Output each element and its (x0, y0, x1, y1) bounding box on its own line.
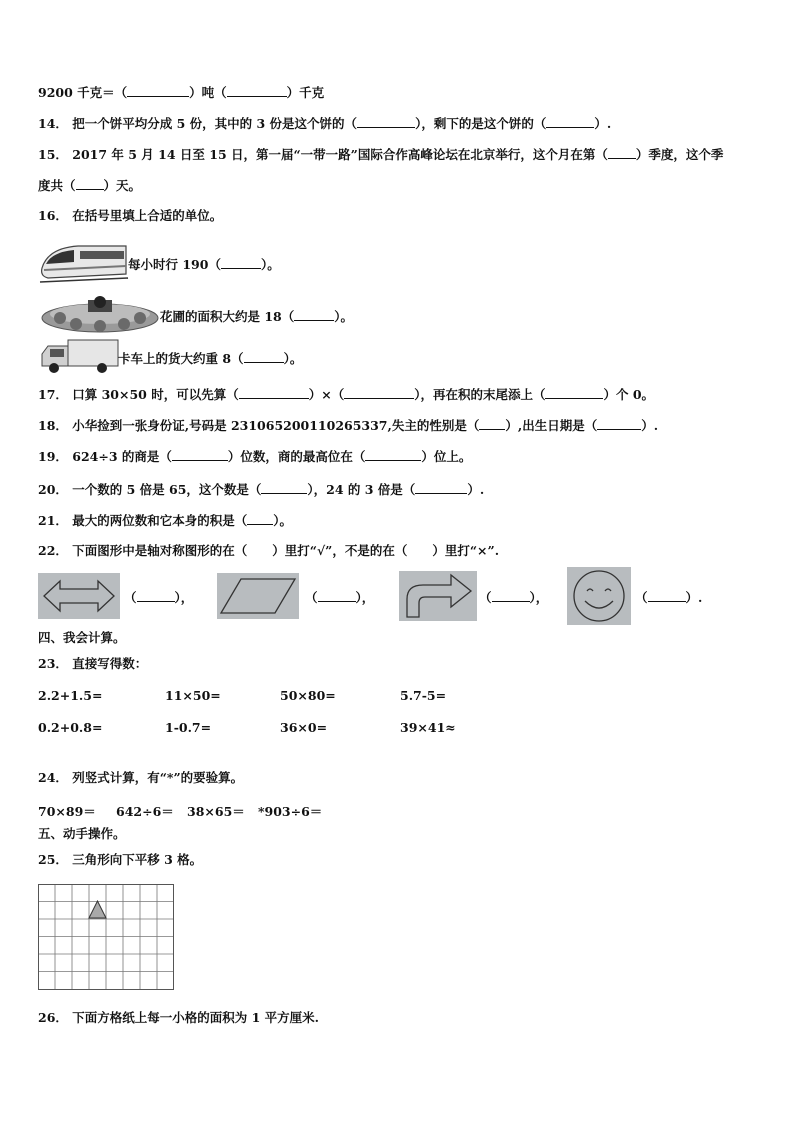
q15-blank-2[interactable] (76, 177, 104, 190)
q24-c2: 642÷6＝ (116, 804, 174, 819)
q23-r1-c2: 11×50= (165, 688, 221, 703)
q26-text: 26． 下面方格纸上每一小格的面积为 1 平方厘米. (38, 1010, 320, 1025)
q24-c1: 70×89＝ (38, 804, 96, 819)
q16c-text: 卡车上的货大约重 8（ (118, 351, 244, 366)
q15-text-c: 度共（ (38, 178, 76, 193)
q23-r1-c3: 50×80= (280, 688, 336, 703)
q18-line (38, 417, 658, 434)
q23-r1-c4: 5.7-5= (400, 688, 447, 703)
q17-blank-3[interactable] (545, 386, 603, 399)
section-5-title (38, 826, 126, 842)
q23-r1-c1: 2.2+1.5= (38, 688, 103, 703)
q13-text-b: ）吨（ (189, 85, 227, 100)
q16b-line (160, 308, 353, 325)
q22-paren-close-1: ）， (174, 590, 194, 605)
q14-blank-1[interactable] (357, 115, 415, 128)
q15-line-2 (38, 177, 141, 194)
q24-c4: *903÷6＝ (258, 804, 323, 819)
q19-blank-1[interactable] (172, 448, 228, 461)
q24-line (38, 770, 243, 786)
triangle-shape (89, 901, 106, 918)
q21-text-a: 21． 最大的两位数和它本身的积是（ (38, 513, 248, 528)
q15-line-1 (38, 146, 723, 163)
parallelogram-figure (217, 573, 299, 619)
q14-blank-2[interactable] (546, 115, 594, 128)
q23-r2-c2: 1-0.7= (165, 720, 212, 735)
translation-grid (38, 884, 174, 990)
q15-text-d: ）天。 (103, 178, 142, 193)
q22-paren-open-4: （ (635, 590, 648, 605)
q17-line (38, 386, 654, 403)
q20-text-a: 20． 一个数的 5 倍是 65，这个数是（ (38, 482, 262, 497)
q22-blank-4[interactable] (648, 589, 686, 602)
q22-answer-4 (635, 589, 702, 606)
q18-text-b: ）,出生日期是（ (505, 418, 598, 433)
q23-r2-c3: 36×0= (280, 720, 328, 735)
q24-c3: 38×65＝ (187, 804, 245, 819)
q19-line (38, 448, 471, 465)
q16c-blank[interactable] (244, 350, 284, 363)
q16-text: 16． 在括号里填上合适的单位。 (38, 208, 223, 223)
q22-answer-3 (479, 589, 548, 606)
q19-text-c: ）位上。 (421, 449, 472, 464)
q24-text: 24． 列竖式计算，有“*”的要验算。 (38, 770, 244, 785)
q23-r2-c4: 39×41≈ (400, 720, 456, 735)
q22-paren-close-4: ）. (685, 590, 703, 605)
q26-line (38, 1010, 319, 1026)
q18-blank-2[interactable] (597, 417, 641, 430)
section-5-text: 五、动手操作。 (38, 826, 126, 841)
q16c-line (118, 350, 302, 367)
q25-line (38, 852, 202, 868)
q13-line (38, 84, 324, 101)
q23-line (38, 656, 147, 672)
q19-text-a: 19． 624÷3 的商是（ (38, 449, 172, 464)
q23-r2-c1: 0.2+0.8= (38, 720, 103, 735)
flower-bed-image (40, 294, 160, 334)
q18-text-c: ）. (641, 418, 659, 433)
q16a-text: 每小时行 190（ (128, 257, 221, 272)
q16b-text: 花圃的面积大约是 18（ (160, 309, 295, 324)
double-arrow-figure (38, 573, 120, 619)
q22-paren-open-2: （ (305, 590, 318, 605)
q17-text-d: ）个 0。 (603, 387, 655, 402)
q13-blank-1[interactable] (127, 84, 189, 97)
q22-blank-2[interactable] (318, 589, 356, 602)
q20-blank-1[interactable] (261, 481, 307, 494)
q22-blank-1[interactable] (137, 589, 175, 602)
q19-blank-2[interactable] (365, 448, 421, 461)
q13-text-c: ）千克 (286, 85, 325, 100)
q20-text-b: ），24 的 3 倍是（ (307, 482, 416, 497)
q20-blank-2[interactable] (415, 481, 467, 494)
q17-blank-2[interactable] (344, 386, 414, 399)
q20-text-c: ）. (467, 482, 485, 497)
q22-paren-close-2: ）， (355, 590, 375, 605)
q15-blank-1[interactable] (608, 146, 636, 159)
q20-line (38, 481, 484, 498)
q22-answer-1 (124, 589, 193, 606)
smiley-face-figure (567, 567, 631, 625)
q16b-blank[interactable] (294, 308, 334, 321)
q17-text-a: 17． 口算 30×50 时，可以先算（ (38, 387, 239, 402)
q21-blank[interactable] (247, 512, 273, 525)
q18-text-a: 18． 小华捡到一张身份证,号码是 231065200110265337,失主的性别是（ (38, 418, 480, 433)
q22-paren-open-3: （ (479, 590, 492, 605)
q15-text-a: 15． 2017 年 5 月 14 日至 15 日，第一届“一带一路”国际合作高峰论坛在北京举行，这个月在第（ (38, 147, 608, 162)
q17-text-c: ），再在积的末尾添上（ (414, 387, 546, 402)
q14-text-c: ）. (594, 116, 612, 131)
q21-text-b: ）。 (273, 513, 293, 528)
q21-line (38, 512, 292, 529)
q17-text-b: ）×（ (308, 387, 345, 402)
q13-blank-2[interactable] (227, 84, 287, 97)
q18-blank-1[interactable] (479, 417, 505, 430)
q22-paren-close-3: ）， (529, 590, 549, 605)
q19-text-b: ）位数，商的最高位在（ (227, 449, 366, 464)
q15-text-b: ）季度，这个季 (635, 147, 724, 162)
q22-answer-2 (305, 589, 374, 606)
q22-text: 22． 下面图形中是轴对称图形的在（ ）里打“√”，不是的在（ ）里打“×”. (38, 543, 500, 558)
train-image (38, 238, 130, 286)
section-4-title (38, 630, 126, 646)
curved-arrow-figure (399, 571, 477, 621)
q16b-end: ）。 (334, 309, 354, 324)
q16-line (38, 208, 222, 224)
q13-text-a: 9200 千克＝（ (38, 85, 128, 100)
section-4-text: 四、我会计算。 (38, 630, 126, 645)
q22-blank-3[interactable] (492, 589, 530, 602)
q16a-blank[interactable] (221, 256, 261, 269)
q25-text: 25． 三角形向下平移 3 格。 (38, 852, 203, 867)
q23-text: 23． 直接写得数： (38, 656, 148, 671)
q14-text-b: ），剩下的是这个饼的（ (415, 116, 547, 131)
q22-line (38, 543, 499, 559)
q14-text-a: 14． 把一个饼平均分成 5 份，其中的 3 份是这个饼的（ (38, 116, 358, 131)
q16c-end: ）。 (283, 351, 303, 366)
q22-paren-open-1: （ (124, 590, 137, 605)
truck-image (38, 338, 120, 376)
q16a-end: ）。 (260, 257, 280, 272)
q17-blank-1[interactable] (239, 386, 309, 399)
q16a-line (128, 256, 280, 273)
q14-line (38, 115, 611, 132)
